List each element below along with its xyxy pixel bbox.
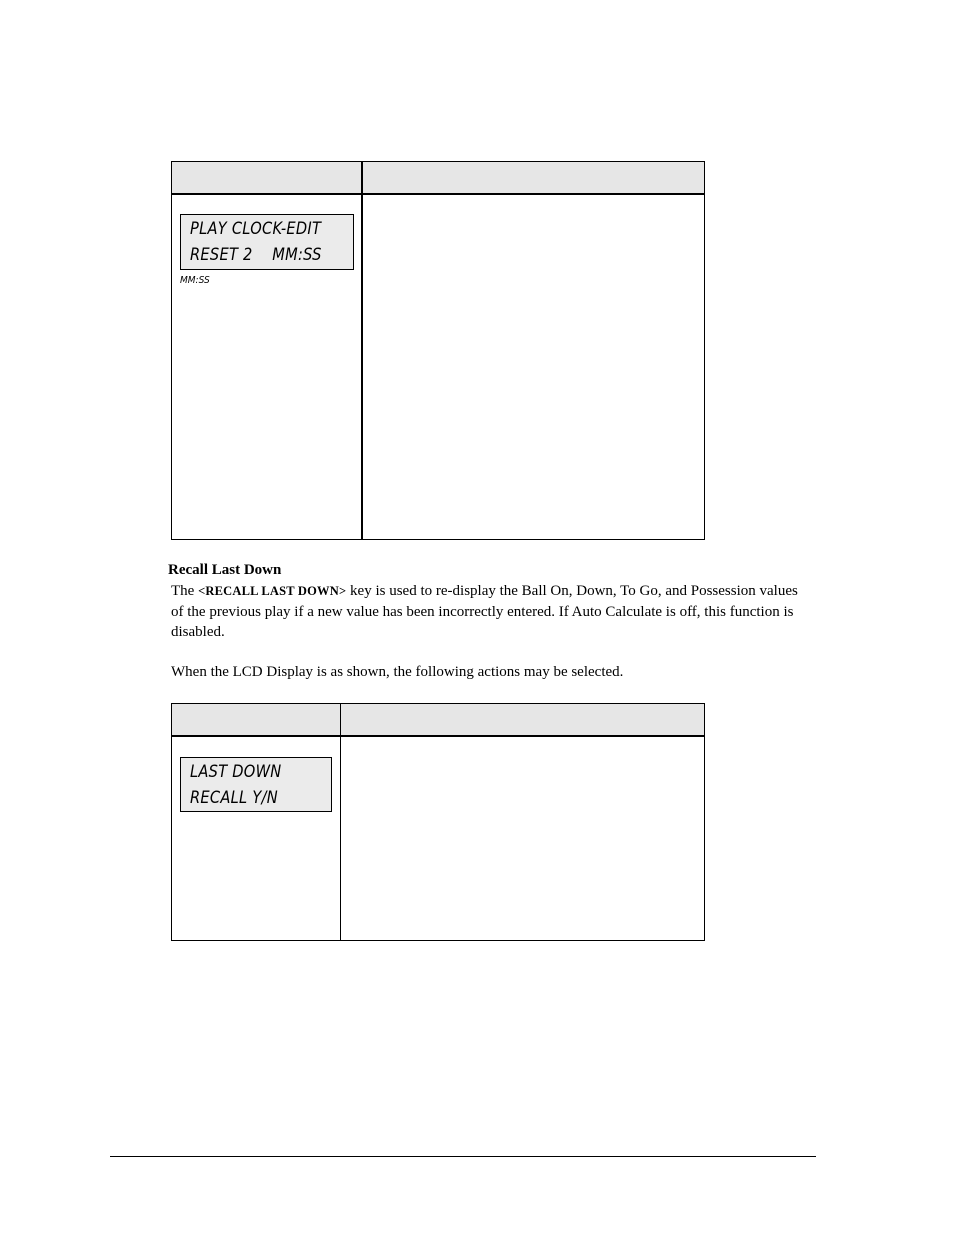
last-down-recall-table bbox=[171, 703, 705, 941]
lcd-line-1: PLAY CLOCK-EDIT bbox=[190, 219, 322, 239]
lcd-line-1: LAST DOWN bbox=[190, 762, 282, 782]
lcd-display bbox=[180, 214, 354, 270]
lcd-line-2: RECALL Y/N bbox=[190, 788, 278, 808]
lcd-display bbox=[180, 757, 332, 812]
table-header-row bbox=[172, 162, 704, 195]
key-name: <RECALL LAST DOWN> bbox=[198, 584, 347, 598]
table-header-row bbox=[172, 704, 704, 737]
lcd-line-2: RESET 2 MM:SS bbox=[190, 245, 322, 265]
column-divider bbox=[340, 704, 341, 940]
section-heading: Recall Last Down bbox=[168, 562, 282, 578]
section-paragraph-2: When the LCD Display is as shown, the following actions may be selected. bbox=[171, 664, 624, 680]
lcd-format-note: MM:SS bbox=[180, 275, 210, 286]
play-clock-edit-table bbox=[171, 161, 705, 540]
section-paragraph-1: The <RECALL LAST DOWN> key is used to re-display the Ball On, Down, To Go, and Possession values of the previous play if a new value has been incorrectly entered. If Auto Calculate is off, this function is disabled. bbox=[171, 583, 798, 640]
column-divider bbox=[361, 162, 363, 539]
footer-rule bbox=[110, 1156, 816, 1157]
